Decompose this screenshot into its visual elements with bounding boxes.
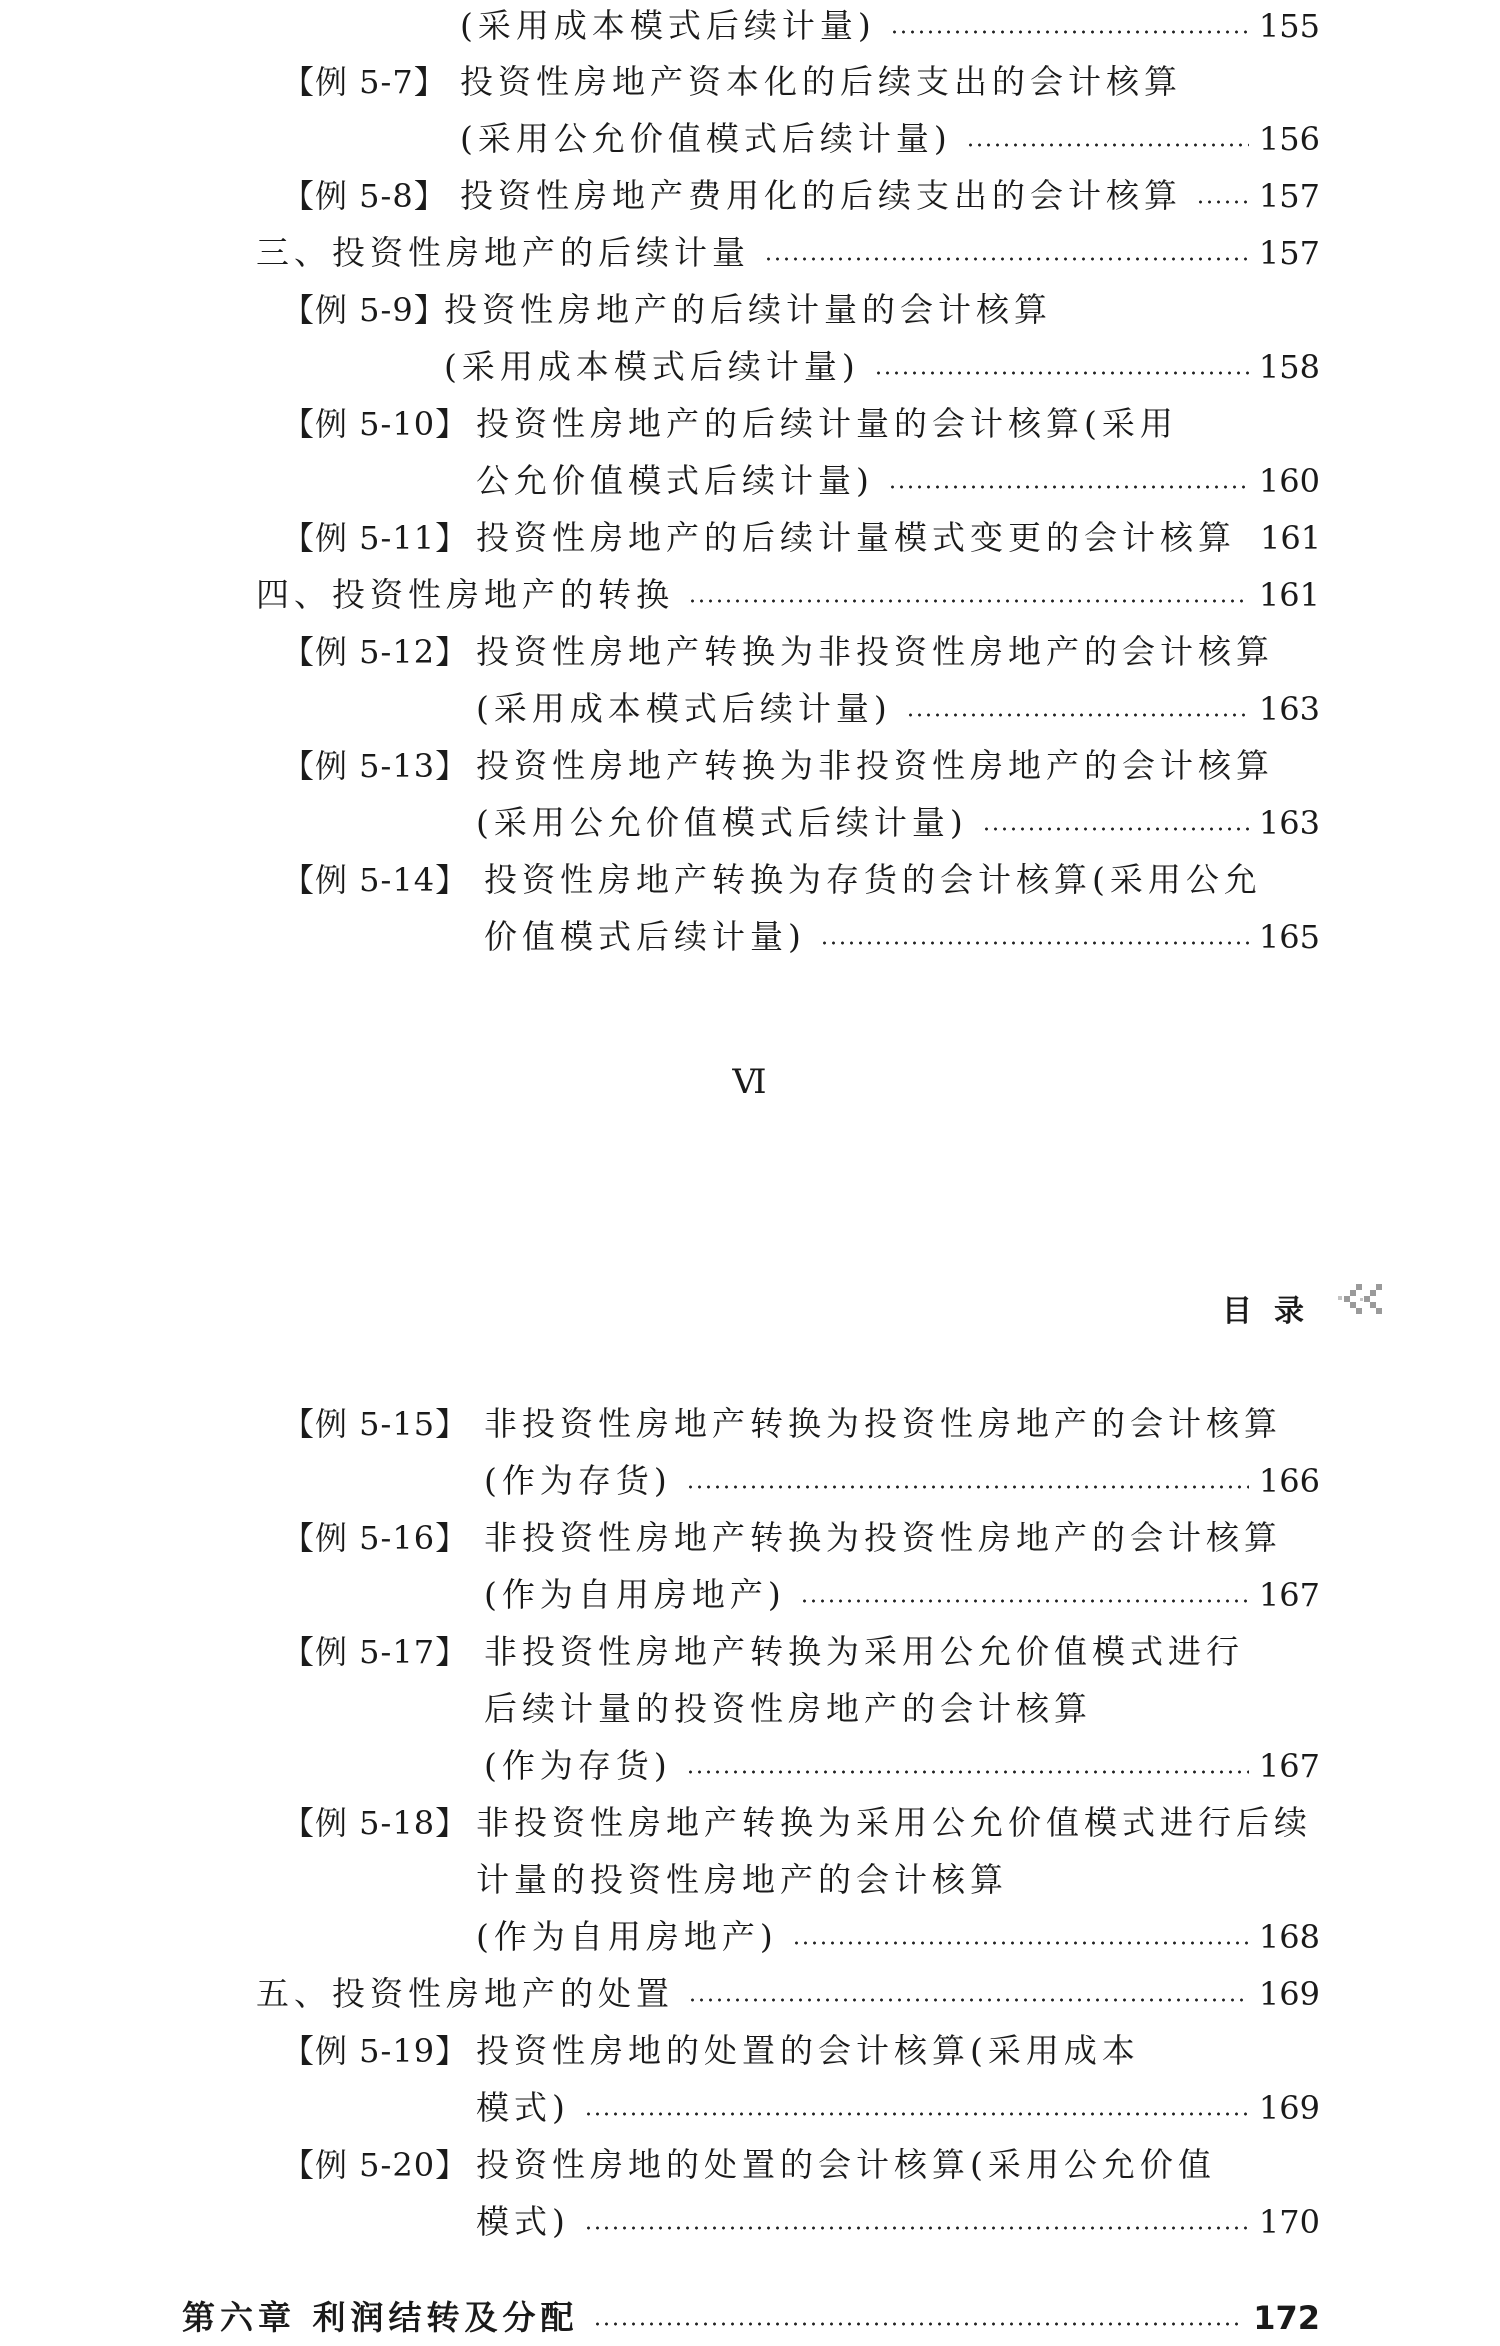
dot-leader (966, 143, 1249, 147)
toc-line (444, 339, 1320, 395)
toc-line (476, 1909, 1320, 1965)
toc-line (484, 909, 1320, 965)
page-number: 163 (1258, 804, 1320, 842)
toc-line (476, 510, 1320, 566)
toc-page-lower (0, 1240, 1500, 2337)
entry-title-line: (作为存货) (484, 1746, 672, 1785)
toc-line (460, 168, 1320, 224)
dot-leader (584, 2226, 1249, 2230)
toc-line (484, 1453, 1320, 1509)
example-tag: 【例 5-20】 (282, 2146, 469, 2184)
entry-title-line: (采用成本模式后续计量) (444, 347, 860, 386)
page-number: 158 (1258, 348, 1320, 386)
dot-leader (1196, 200, 1249, 204)
entry-title-line: 后续计量的投资性房地产的会计核算 (484, 1689, 1092, 1728)
entry-title-line: 投资性房地产的后续计量模式变更的会计核算 (476, 518, 1236, 557)
entry-title-line: 投资性房地产转换为非投资性房地产的会计核算 (476, 632, 1274, 671)
toc-line (476, 453, 1320, 509)
dot-leader (688, 1998, 1249, 2002)
dot-leader (593, 2322, 1244, 2326)
dot-leader (906, 713, 1249, 717)
toc-line (476, 2080, 1320, 2136)
dot-leader (688, 599, 1249, 603)
example-tag: 【例 5-8】 (282, 177, 447, 215)
page-number: 157 (1258, 234, 1320, 272)
entry-title-line: (采用公允价值模式后续计量) (476, 803, 968, 842)
toc-line (256, 1966, 1320, 2022)
dot-leader (820, 941, 1249, 945)
entry-title-line: 投资性房地产转换为存货的会计核算(采用公允 (484, 860, 1262, 899)
dot-leader (800, 1599, 1249, 1603)
dot-leader (764, 257, 1249, 261)
example-tag: 【例 5-14】 (282, 861, 469, 899)
entry-title-line: (作为自用房地产) (476, 1917, 778, 1956)
toc-line (256, 567, 1320, 623)
page-number: 157 (1258, 177, 1320, 215)
example-tag: 【例 5-15】 (282, 1405, 469, 1443)
entry-title-line: 非投资性房地产转换为采用公允价值模式进行 (484, 1632, 1244, 1671)
page-number: 155 (1258, 7, 1320, 45)
entry-title-line: 投资性房地产转换为非投资性房地产的会计核算 (476, 746, 1274, 785)
dot-leader (874, 371, 1249, 375)
example-tag: 【例 5-11】 (282, 519, 469, 557)
page-number: 161 (1258, 576, 1320, 614)
example-tag: 【例 5-16】 (282, 1519, 469, 1557)
entry-title-line: 非投资性房地产转换为投资性房地产的会计核算 (484, 1404, 1282, 1443)
entry-title-line: 模式) (476, 2088, 570, 2127)
toc-line (476, 2194, 1320, 2250)
toc-line (476, 795, 1320, 851)
entry-title-line: 投资性房地的处置的会计核算(采用成本 (476, 2031, 1140, 2070)
toc-line (182, 2290, 1320, 2346)
toc-line (484, 1567, 1320, 1623)
entry-title-line: (采用成本模式后续计量) (460, 6, 876, 45)
dot-leader (584, 2112, 1249, 2116)
example-tag: 【例 5-18】 (282, 1804, 469, 1842)
example-tag: 【例 5-19】 (282, 2032, 469, 2070)
page-number: 165 (1258, 918, 1320, 956)
toc-line (484, 1738, 1320, 1794)
entry-title-line: 模式) (476, 2202, 570, 2241)
entry-title-line: (作为自用房地产) (484, 1575, 786, 1614)
entry-title-line: 非投资性房地产转换为投资性房地产的会计核算 (484, 1518, 1282, 1557)
toc-line (460, 111, 1320, 167)
dot-leader (888, 485, 1249, 489)
page-number: 161 (1260, 519, 1322, 557)
entry-title-line: 价值模式后续计量) (484, 917, 806, 956)
entry-title-line: (采用公允价值模式后续计量) (460, 119, 952, 158)
example-tag: 【例 5-13】 (282, 747, 469, 785)
page-number: 166 (1258, 1462, 1320, 1500)
entry-title-line: 投资性房地产资本化的后续支出的会计核算 (460, 62, 1182, 101)
example-tag: 【例 5-12】 (282, 633, 469, 671)
page-number: 163 (1258, 690, 1320, 728)
page-number: 169 (1258, 2089, 1320, 2127)
chapter-title: 第六章 利润结转及分配 (182, 2298, 579, 2337)
example-tag: 【例 5-17】 (282, 1633, 469, 1671)
toc-page-upper (0, 0, 1500, 1140)
entry-title-line: 投资性房地的处置的会计核算(采用公允价值 (476, 2145, 1216, 2184)
dot-leader (792, 1941, 1249, 1945)
dot-leader (686, 1770, 1249, 1774)
entry-title-line: 投资性房地产的后续计量的会计核算 (444, 290, 1052, 329)
dot-leader (890, 30, 1249, 34)
dot-leader (982, 827, 1249, 831)
entry-title-line: 投资性房地产费用化的后续支出的会计核算 (460, 176, 1182, 215)
page-number: 160 (1258, 462, 1320, 500)
dot-leader (686, 1485, 1249, 1489)
example-tag: 【例 5-7】 (282, 63, 447, 101)
toc-line (460, 0, 1320, 54)
entry-title-line: 投资性房地产的后续计量的会计核算(采用 (476, 404, 1178, 443)
entry-title-line: (作为存货) (484, 1461, 672, 1500)
page-number: 172 (1253, 2299, 1320, 2337)
entry-title-line: 公允价值模式后续计量) (476, 461, 874, 500)
toc-line (476, 681, 1320, 737)
page-number: 168 (1258, 1918, 1320, 1956)
chevron-left-double-icon (1330, 1278, 1390, 1322)
example-tag: 【例 5-9】 (282, 291, 447, 329)
page-folio: Ⅵ (732, 1062, 768, 1102)
page-number: 170 (1258, 2203, 1320, 2241)
section-title: 五、投资性房地产的处置 (256, 1974, 674, 2013)
page-number: 167 (1258, 1576, 1320, 1614)
page-number: 167 (1258, 1747, 1320, 1785)
toc-line (256, 225, 1320, 281)
entry-title-line: (采用成本模式后续计量) (476, 689, 892, 728)
entry-title-line: 非投资性房地产转换为采用公允价值模式进行后续 (476, 1803, 1312, 1842)
page-number: 169 (1258, 1975, 1320, 2013)
running-head: 目录 (1222, 1294, 1326, 1329)
section-title: 三、投资性房地产的后续计量 (256, 233, 750, 272)
example-tag: 【例 5-10】 (282, 405, 469, 443)
page-number: 156 (1258, 120, 1320, 158)
entry-title-line: 计量的投资性房地产的会计核算 (476, 1860, 1008, 1899)
section-title: 四、投资性房地产的转换 (256, 575, 674, 614)
